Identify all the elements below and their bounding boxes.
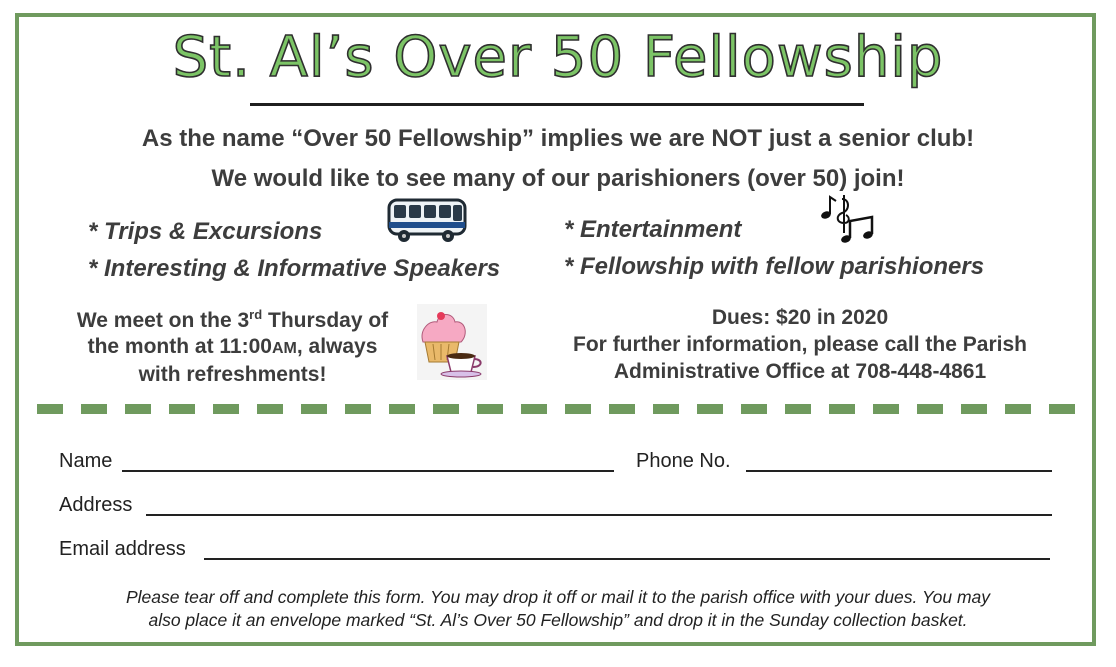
instructions-note [40,586,1076,632]
instructions-line-1: Please tear off and complete this form. You may drop it off or mail it to the parish office with your dues. You may [125,587,991,607]
meeting-line-1 [40,302,425,334]
tear-off-divider [37,404,1079,414]
feature-trips: * Trips & Excursions [88,218,323,245]
meeting-line-3: with refreshments! [138,363,327,386]
name-label: Name [59,450,113,472]
meeting-line-1-end: Thursday of [262,309,389,332]
address-field[interactable] [146,514,1052,516]
feature-entertainment: * Entertainment [564,216,742,243]
dues-contact-line-1: For further information, please call the Parish [573,333,1027,356]
tagline-secondary: We would like to see many of our parishioners (over 50) join! [211,165,905,192]
phone-field[interactable] [746,470,1052,472]
tagline-primary: As the name “Over 50 Fellowship” implies we are NOT just a senior club! [141,125,975,152]
feature-fellowship: * Fellowship with fellow parishioners [564,253,985,280]
name-field[interactable] [122,470,614,472]
music-notes-icon [818,193,878,247]
meeting-line-2-end: , always [296,335,378,358]
instructions-line-2: also place it an envelope marked “St. Al’s Over 50 Fellowship” and drop it in the Sunday collection basket. [148,610,968,630]
title-underline [250,103,864,106]
cupcake-coffee-icon [417,304,487,380]
email-label: Email address [59,538,186,560]
phone-label: Phone No. [636,450,731,472]
feature-speakers: * Interesting & Informative Speakers [88,255,501,282]
page-title: St. Al’s Over 50 Fellowship [172,25,944,90]
bus-icon [386,196,468,246]
meeting-am: AM [271,340,297,357]
address-label: Address [59,494,133,516]
meeting-line-2 [40,334,425,362]
dues-contact-line-2: Administrative Office at 708-448-4861 [613,360,987,383]
email-field[interactable] [204,558,1050,560]
dues-amount: Dues: $20 in 2020 [711,306,889,329]
ordinal-suffix: rd [249,307,263,322]
meeting-line-2-text: the month at 11:00 [87,335,272,358]
meeting-line-1-text: We meet on the 3 [76,309,250,332]
meeting-info [40,302,425,388]
dues-info [530,304,1070,385]
